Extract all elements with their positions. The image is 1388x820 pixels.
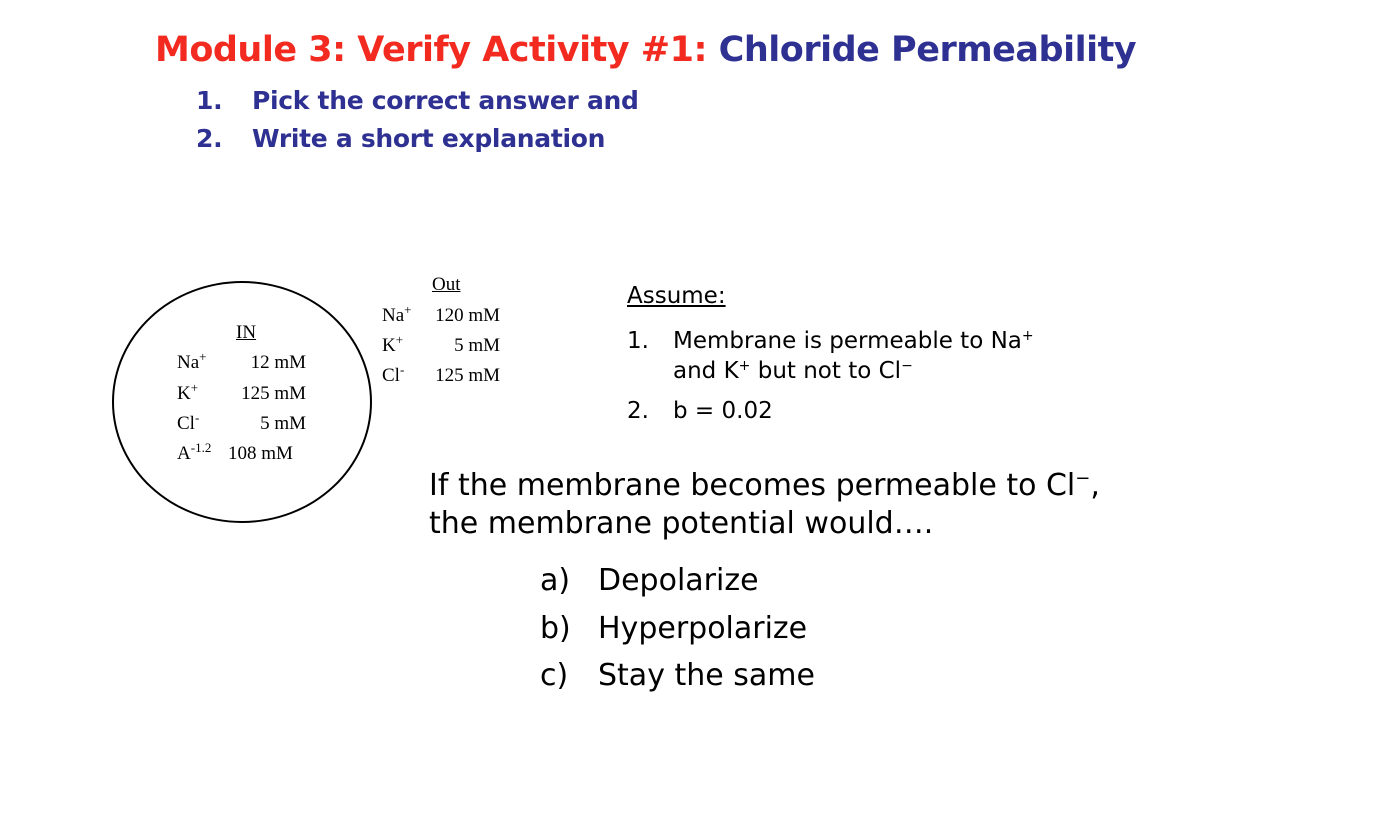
option-text: Depolarize [598, 563, 759, 598]
ion-concentration: 12 mM [250, 352, 306, 373]
ion-concentration: 5 mM [260, 413, 306, 434]
ion-charge: + [199, 349, 207, 364]
instruction-number: 1. [196, 86, 223, 115]
ion-symbol: K [177, 383, 191, 404]
assume-item [627, 398, 649, 424]
assume-text-line: Membrane is permeable to Na+ [673, 328, 1034, 354]
outside-label: Out [432, 274, 461, 295]
option-text: Stay the same [598, 658, 815, 693]
ion-symbol: Na [382, 305, 405, 326]
assume-text-line: b = 0.02 [673, 398, 773, 424]
instruction-item [196, 124, 605, 153]
ion-concentration: 108 mM [228, 443, 293, 464]
instruction-text: Write a short explanation [252, 124, 606, 153]
answer-option[interactable] [540, 611, 807, 646]
ion-charge: + [190, 380, 199, 395]
ion-concentration: 120 mM [435, 305, 500, 326]
instruction-item [196, 86, 639, 115]
option-letter: c) [540, 658, 569, 693]
ion-charge: + [404, 302, 412, 317]
answer-option[interactable] [540, 658, 815, 693]
option-letter: a) [540, 563, 571, 598]
assume-item [627, 328, 649, 354]
ion-charge: - [194, 410, 200, 425]
inside-label: IN [236, 322, 257, 343]
ion-charge: -1.2 [190, 440, 212, 455]
ion-symbol: Cl [177, 413, 195, 434]
ion-concentration: 125 mM [241, 383, 306, 404]
assume-text-line: and K+ but not to Cl− [673, 358, 913, 384]
slide-title [155, 30, 1136, 70]
instruction-text: Pick the correct answer and [252, 86, 639, 115]
assume-heading: Assume: [627, 283, 726, 309]
ion-concentration: 125 mM [435, 365, 500, 386]
question-line: If the membrane becomes permeable to Cl−, [429, 468, 1100, 503]
instruction-number: 2. [196, 124, 223, 153]
ion-symbol: Cl [382, 365, 400, 386]
ion-charge: + [395, 332, 404, 347]
ion-symbol: Na [177, 352, 200, 373]
title-prefix: Module 3: Verify Activity #1: [155, 30, 707, 70]
assume-number: 1. [627, 328, 649, 354]
option-letter: b) [540, 611, 571, 646]
ion-concentration: 5 mM [454, 335, 500, 356]
title-topic: Chloride Permeability [718, 30, 1137, 70]
assume-number: 2. [627, 398, 649, 424]
answer-option[interactable] [540, 563, 759, 598]
ion-charge: - [399, 362, 405, 377]
ion-symbol: A [177, 443, 191, 464]
option-text: Hyperpolarize [598, 611, 808, 646]
question-line: the membrane potential would…. [429, 506, 934, 541]
ion-symbol: K [382, 335, 396, 356]
